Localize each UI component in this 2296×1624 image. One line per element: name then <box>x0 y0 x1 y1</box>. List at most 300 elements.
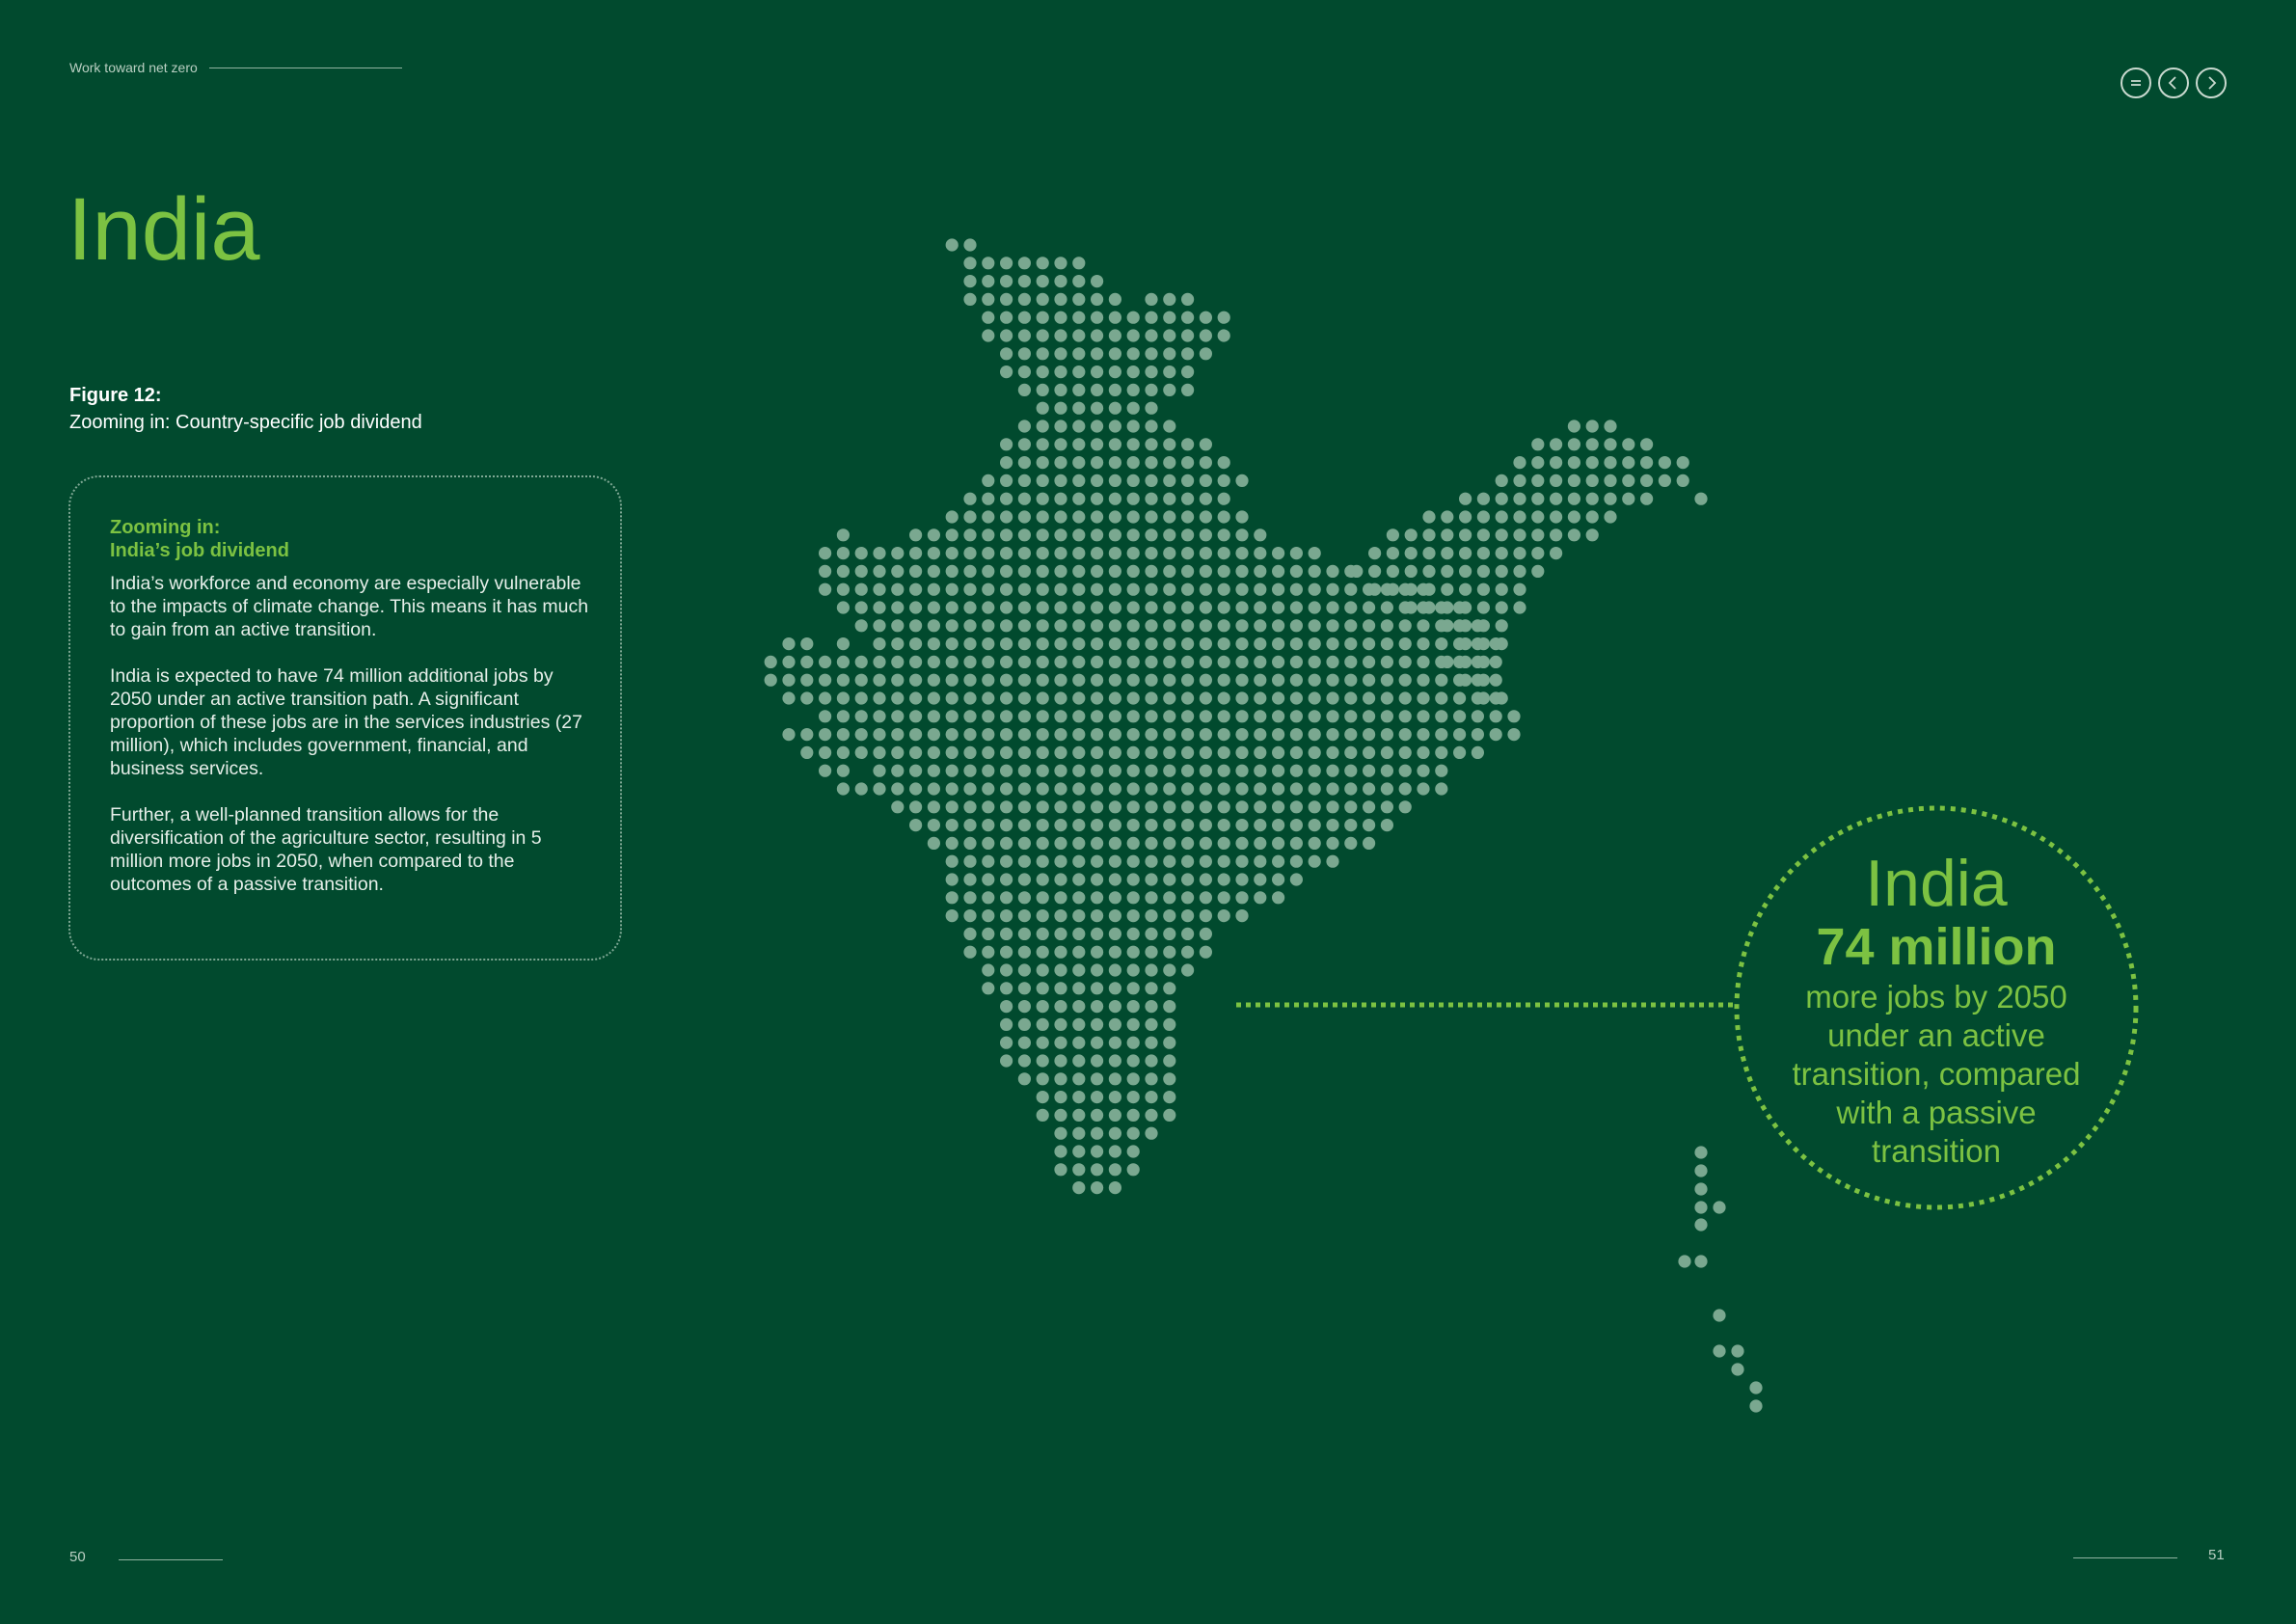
map-dot <box>1309 565 1321 578</box>
map-dot <box>1000 765 1013 777</box>
map-dot <box>1145 765 1157 777</box>
map-dot <box>1054 456 1067 469</box>
map-dot <box>1622 438 1634 450</box>
map-dot <box>1441 583 1453 596</box>
map-dot <box>891 674 904 687</box>
map-dot <box>1290 601 1303 613</box>
map-dot <box>1309 746 1321 759</box>
map-dot <box>1163 909 1175 922</box>
map-dot <box>1163 837 1175 850</box>
map-dot <box>1604 474 1616 487</box>
map-dot <box>1127 402 1140 415</box>
map-dot <box>1272 691 1284 704</box>
map-dot <box>982 765 994 777</box>
map-dot <box>1091 982 1103 994</box>
map-dot <box>1145 963 1157 976</box>
map-dot <box>1163 528 1175 541</box>
map-dot <box>1054 293 1067 306</box>
map-dot <box>855 565 868 578</box>
map-dot <box>982 311 994 324</box>
map-dot <box>1072 691 1085 704</box>
map-dot <box>1272 746 1284 759</box>
page-title: India <box>68 180 260 279</box>
map-dot <box>963 782 976 795</box>
map-dot <box>873 583 885 596</box>
map-dot <box>1163 1109 1175 1122</box>
map-dot <box>1181 746 1194 759</box>
map-dot <box>1109 329 1121 341</box>
map-dot <box>1109 438 1121 450</box>
map-dot <box>1037 691 1049 704</box>
map-dot <box>909 583 922 596</box>
map-dot <box>1018 293 1031 306</box>
map-dot <box>1127 765 1140 777</box>
map-dot <box>1018 1018 1031 1031</box>
map-dot <box>1054 1091 1067 1103</box>
map-dot <box>1309 583 1321 596</box>
map-dot <box>1127 583 1140 596</box>
map-dot <box>1072 710 1085 722</box>
map-dot <box>1604 420 1616 432</box>
map-dot <box>1344 691 1357 704</box>
map-dot <box>1054 474 1067 487</box>
map-dot <box>1435 674 1447 687</box>
map-dot <box>1417 710 1429 722</box>
map-dot <box>1363 619 1375 632</box>
map-dot <box>1072 329 1085 341</box>
map-dot <box>1018 565 1031 578</box>
map-dot <box>1496 510 1508 523</box>
map-dot <box>946 782 959 795</box>
map-dot <box>1417 674 1429 687</box>
map-dot <box>1309 656 1321 668</box>
map-dot <box>855 691 868 704</box>
map-dot <box>909 746 922 759</box>
map-dot <box>1018 528 1031 541</box>
map-dot <box>1181 765 1194 777</box>
map-dot <box>1037 347 1049 360</box>
map-dot <box>1018 1037 1031 1049</box>
map-dot <box>1091 456 1103 469</box>
map-dot <box>1127 637 1140 650</box>
map-dot <box>946 909 959 922</box>
map-dot <box>1054 565 1067 578</box>
map-dot <box>1000 528 1013 541</box>
map-dot <box>1604 493 1616 505</box>
map-dot <box>1091 619 1103 632</box>
map-dot <box>1018 1054 1031 1067</box>
map-dot <box>1181 510 1194 523</box>
map-dot <box>1000 674 1013 687</box>
map-dot <box>1054 691 1067 704</box>
map-dot <box>837 765 850 777</box>
map-dot <box>1054 1018 1067 1031</box>
map-dot <box>1713 1344 1725 1357</box>
map-dot <box>1000 257 1013 269</box>
map-dot <box>1054 1145 1067 1157</box>
map-dot <box>1254 782 1266 795</box>
map-dot <box>1145 565 1157 578</box>
map-dot <box>1145 837 1157 850</box>
map-dot <box>1235 873 1248 885</box>
map-dot <box>982 982 994 994</box>
map-dot <box>819 565 831 578</box>
map-dot <box>1091 528 1103 541</box>
map-dot <box>1072 800 1085 813</box>
map-dot <box>1453 728 1466 741</box>
map-dot <box>1091 565 1103 578</box>
map-dot <box>1181 710 1194 722</box>
map-dot <box>1091 782 1103 795</box>
map-dot <box>873 691 885 704</box>
map-dot <box>1550 474 1562 487</box>
map-dot <box>1018 855 1031 868</box>
map-dot <box>855 656 868 668</box>
map-dot <box>891 583 904 596</box>
map-dot <box>1037 891 1049 904</box>
map-dot <box>982 619 994 632</box>
map-dot <box>928 583 940 596</box>
map-dot <box>1640 474 1653 487</box>
map-dot <box>946 528 959 541</box>
map-dot <box>1037 420 1049 432</box>
map-dot <box>1181 691 1194 704</box>
map-dot <box>1109 402 1121 415</box>
map-dot <box>946 746 959 759</box>
map-dot <box>1381 728 1393 741</box>
map-dot <box>1163 873 1175 885</box>
map-dot <box>1387 583 1399 596</box>
map-dot <box>1091 438 1103 450</box>
map-dot <box>837 674 850 687</box>
map-dot <box>1477 656 1490 668</box>
map-dot <box>1109 456 1121 469</box>
map-dot <box>1381 601 1393 613</box>
map-dot <box>1091 1037 1103 1049</box>
map-dot <box>1018 347 1031 360</box>
map-dot <box>1109 946 1121 959</box>
map-dot <box>1163 1037 1175 1049</box>
map-dot <box>1441 510 1453 523</box>
map-dot <box>1109 1163 1121 1176</box>
map-dot <box>1000 510 1013 523</box>
map-dot <box>1235 601 1248 613</box>
map-dot <box>946 891 959 904</box>
map-dot <box>782 691 795 704</box>
map-dot <box>1344 674 1357 687</box>
map-dot <box>1054 982 1067 994</box>
map-dot <box>928 691 940 704</box>
map-dot <box>1000 601 1013 613</box>
map-dot <box>1109 928 1121 940</box>
map-dot <box>1018 800 1031 813</box>
map-dot <box>1109 800 1121 813</box>
map-dot <box>928 547 940 559</box>
map-dot <box>855 547 868 559</box>
map-dot <box>1018 456 1031 469</box>
map-dot <box>891 765 904 777</box>
map-dot <box>873 619 885 632</box>
map-dot <box>1109 565 1121 578</box>
map-dot <box>1218 510 1230 523</box>
map-dot <box>963 691 976 704</box>
map-dot <box>1363 710 1375 722</box>
map-dot <box>1490 674 1502 687</box>
section-title: Work toward net zero <box>69 60 198 75</box>
map-dot <box>1000 710 1013 722</box>
map-dot <box>1218 547 1230 559</box>
map-dot <box>1218 746 1230 759</box>
map-dot <box>1272 800 1284 813</box>
map-dot <box>1054 601 1067 613</box>
map-dot <box>1145 402 1157 415</box>
map-dot <box>909 765 922 777</box>
map-dot <box>1363 674 1375 687</box>
map-dot <box>1181 873 1194 885</box>
map-dot <box>1290 691 1303 704</box>
map-dot <box>819 765 831 777</box>
map-dot <box>1477 528 1490 541</box>
map-dot <box>1145 946 1157 959</box>
map-dot <box>855 619 868 632</box>
map-dot <box>1018 311 1031 324</box>
map-dot <box>1109 873 1121 885</box>
map-dot <box>909 674 922 687</box>
map-dot <box>1127 656 1140 668</box>
map-dot <box>1127 456 1140 469</box>
map-dot <box>909 710 922 722</box>
map-dot <box>928 565 940 578</box>
map-dot <box>1350 565 1363 578</box>
map-dot <box>1109 293 1121 306</box>
map-dot <box>1513 565 1526 578</box>
map-dot <box>1163 819 1175 831</box>
info-heading-line1: Zooming in: <box>110 517 221 538</box>
map-dot <box>1290 656 1303 668</box>
map-dot <box>1363 819 1375 831</box>
map-dot <box>1200 710 1212 722</box>
map-dot <box>1054 257 1067 269</box>
map-dot <box>1037 819 1049 831</box>
map-dot <box>982 674 994 687</box>
map-dot <box>1272 547 1284 559</box>
map-dot <box>1037 311 1049 324</box>
map-dot <box>1018 493 1031 505</box>
map-dot <box>982 946 994 959</box>
map-dot <box>1309 837 1321 850</box>
map-dot <box>1163 547 1175 559</box>
map-dot <box>1459 619 1472 632</box>
map-dot <box>1290 710 1303 722</box>
map-dot <box>1091 819 1103 831</box>
info-paragraph-3: Further, a well-planned transition allows for the diversification of the agriculture sector, resulting in 5 million more jobs in 2050, when compared to the outcomes of a passive transition. <box>110 804 542 895</box>
map-dot <box>1054 637 1067 650</box>
map-dot <box>1272 583 1284 596</box>
map-dot <box>1000 365 1013 378</box>
map-dot <box>1091 1145 1103 1157</box>
map-dot <box>1381 637 1393 650</box>
map-dot <box>1200 946 1212 959</box>
map-dot <box>1091 493 1103 505</box>
map-dot <box>946 855 959 868</box>
map-dot <box>1054 946 1067 959</box>
map-dot <box>1181 619 1194 632</box>
map-dot <box>1235 674 1248 687</box>
map-dot <box>1000 1037 1013 1049</box>
map-dot <box>1326 691 1338 704</box>
map-dot <box>1272 765 1284 777</box>
map-dot <box>1381 746 1393 759</box>
map-dot <box>1127 710 1140 722</box>
map-dot <box>1054 528 1067 541</box>
map-dot <box>982 528 994 541</box>
map-dot <box>837 547 850 559</box>
map-dot <box>1037 583 1049 596</box>
map-dot <box>1054 1000 1067 1013</box>
map-dot <box>1381 710 1393 722</box>
map-dot <box>1417 765 1429 777</box>
map-dot <box>800 656 813 668</box>
map-dot <box>1145 891 1157 904</box>
map-dot <box>855 583 868 596</box>
map-dot <box>1381 782 1393 795</box>
map-dot <box>1072 674 1085 687</box>
map-dot <box>1568 474 1580 487</box>
map-dot <box>1127 1091 1140 1103</box>
map-dot <box>1000 619 1013 632</box>
map-dot <box>1018 691 1031 704</box>
map-dot <box>837 583 850 596</box>
map-dot <box>1200 855 1212 868</box>
map-dot <box>1072 565 1085 578</box>
map-dot <box>873 565 885 578</box>
map-dot <box>1091 1000 1103 1013</box>
info-paragraph-1: India’s workforce and economy are especially vulnerable to the impacts of climate change. This means it has much to gain from an active transition. <box>110 573 589 640</box>
map-dot <box>1435 691 1447 704</box>
map-dot <box>1037 275 1049 287</box>
map-dot <box>1441 619 1453 632</box>
map-dot <box>1218 637 1230 650</box>
map-dot <box>1272 656 1284 668</box>
map-dot <box>1145 510 1157 523</box>
map-dot <box>1254 656 1266 668</box>
map-dot <box>1254 837 1266 850</box>
map-dot <box>1496 601 1508 613</box>
map-dot <box>928 601 940 613</box>
map-dot <box>1181 674 1194 687</box>
map-dot <box>928 674 940 687</box>
map-dot <box>1072 438 1085 450</box>
map-dot <box>1127 963 1140 976</box>
map-dot <box>1550 456 1562 469</box>
map-dot <box>1496 528 1508 541</box>
map-dot <box>1218 601 1230 613</box>
map-dot <box>1127 746 1140 759</box>
map-dot <box>1037 438 1049 450</box>
map-dot <box>1459 656 1472 668</box>
map-dot <box>963 547 976 559</box>
map-dot <box>963 619 976 632</box>
map-dot <box>1109 637 1121 650</box>
map-dot <box>1181 656 1194 668</box>
map-dot <box>1091 891 1103 904</box>
map-dot <box>1586 493 1599 505</box>
map-dot <box>1496 474 1508 487</box>
map-dot <box>1622 456 1634 469</box>
map-dot <box>1109 474 1121 487</box>
map-dot <box>1181 365 1194 378</box>
map-dot <box>782 656 795 668</box>
map-dot <box>982 637 994 650</box>
map-dot <box>909 656 922 668</box>
map-dot <box>1235 891 1248 904</box>
map-dot <box>1200 656 1212 668</box>
map-dot <box>1072 474 1085 487</box>
map-dot <box>1363 656 1375 668</box>
map-dot <box>1181 438 1194 450</box>
map-dot <box>1145 928 1157 940</box>
map-dot <box>1381 800 1393 813</box>
map-dot <box>1290 619 1303 632</box>
map-dot <box>1254 674 1266 687</box>
map-dot <box>1381 691 1393 704</box>
map-dot <box>909 728 922 741</box>
map-dot <box>1109 837 1121 850</box>
map-dot <box>1368 583 1381 596</box>
map-dot <box>1072 1000 1085 1013</box>
map-dot <box>1091 855 1103 868</box>
map-dot <box>1054 674 1067 687</box>
map-dot <box>1326 782 1338 795</box>
map-dot <box>1145 1109 1157 1122</box>
map-dot <box>1072 837 1085 850</box>
map-dot <box>963 819 976 831</box>
map-dot <box>1000 982 1013 994</box>
map-dot <box>963 710 976 722</box>
map-dot <box>1163 384 1175 396</box>
map-dot <box>1037 601 1049 613</box>
map-dot <box>1109 909 1121 922</box>
map-dot <box>1072 601 1085 613</box>
map-dot <box>1054 855 1067 868</box>
map-dot <box>1513 493 1526 505</box>
map-dot <box>1127 873 1140 885</box>
map-dot <box>1200 837 1212 850</box>
map-dot <box>1072 909 1085 922</box>
map-dot <box>928 819 940 831</box>
map-dot <box>982 837 994 850</box>
map-dot <box>1344 656 1357 668</box>
map-dot <box>1290 547 1303 559</box>
map-dot <box>1127 728 1140 741</box>
map-dot <box>1091 637 1103 650</box>
map-dot <box>1127 837 1140 850</box>
map-dot <box>1072 746 1085 759</box>
map-dot <box>873 637 885 650</box>
map-dot <box>837 746 850 759</box>
map-dot <box>1091 293 1103 306</box>
map-dot <box>1037 765 1049 777</box>
map-dot <box>800 691 813 704</box>
map-dot <box>1477 691 1490 704</box>
map-dot <box>800 728 813 741</box>
map-dot <box>1163 1000 1175 1013</box>
map-dot <box>1018 746 1031 759</box>
map-dot <box>1109 891 1121 904</box>
map-dot <box>1091 547 1103 559</box>
map-dot <box>1037 293 1049 306</box>
map-dot <box>1399 656 1412 668</box>
